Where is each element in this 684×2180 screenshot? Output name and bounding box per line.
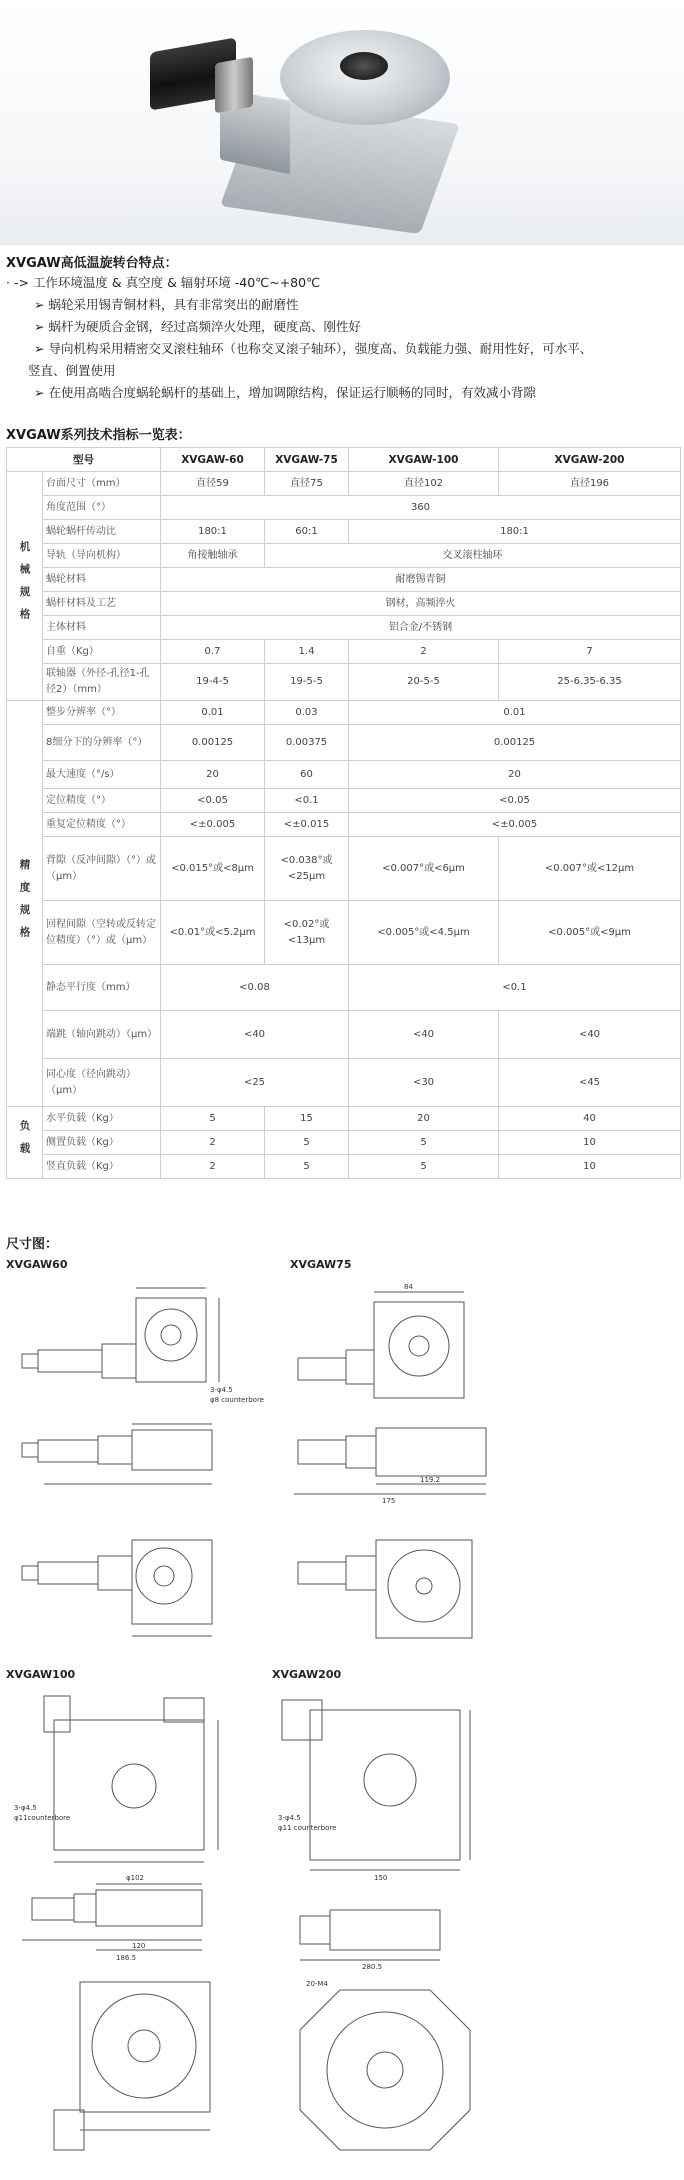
row-label: 8细分下的分辨率（°） — [43, 725, 161, 761]
row-label: 侧置负载（Kg） — [43, 1131, 161, 1155]
row-label: 重复定位精度（°） — [43, 813, 161, 837]
cell: 0.01 — [349, 701, 681, 725]
cell: 20-5-5 — [349, 664, 499, 701]
drawing-60 — [14, 1280, 264, 1650]
cell: <0.1 — [265, 789, 349, 813]
cell: <0.01°或<5.2μm — [161, 901, 265, 965]
model-title-200: XVGAW200 — [272, 1668, 342, 1681]
cell: 180:1 — [161, 520, 265, 544]
cell: 10 — [499, 1131, 681, 1155]
header-75: XVGAW-75 — [265, 448, 349, 472]
row-label: 联轴器（外径-孔径1-孔径2）（mm） — [43, 664, 161, 701]
cell: 40 — [499, 1107, 681, 1131]
cell: 2 — [161, 1155, 265, 1179]
cell: 20 — [349, 761, 681, 789]
cell: <0.1 — [349, 965, 681, 1011]
model-title-100: XVGAW100 — [6, 1668, 76, 1681]
cell: 直径102 — [349, 472, 499, 496]
row-label: 蜗杆材料及工艺 — [43, 592, 161, 616]
feature-item: ➢ 蜗轮采用锡青铜材料，具有非常突出的耐磨性 — [34, 297, 299, 312]
note-w-100: 120 — [132, 1942, 146, 1950]
cell: <0.015°或<8μm — [161, 837, 265, 901]
cell: <0.05 — [349, 789, 681, 813]
cell: 直径75 — [265, 472, 349, 496]
cell: 0.00125 — [349, 725, 681, 761]
drawing-75 — [286, 1280, 496, 1650]
cell: 5 — [349, 1155, 499, 1179]
row-label: 蜗轮材料 — [43, 568, 161, 592]
cell: <0.02°或<13μm — [265, 901, 349, 965]
row-label: 蜗轮蜗杆传动比 — [43, 520, 161, 544]
cell: <40 — [161, 1011, 349, 1059]
row-label: 导轨（导向机构） — [43, 544, 161, 568]
row-label: 竖直负载（Kg） — [43, 1155, 161, 1179]
note-hole-100: 3-φ4.5 — [14, 1804, 37, 1812]
cell: 5 — [265, 1155, 349, 1179]
product-photo — [0, 0, 684, 245]
note-w-200: 150 — [374, 1874, 388, 1882]
cell: 0.03 — [265, 701, 349, 725]
category-load: 负载 — [7, 1107, 43, 1179]
features-list — [6, 272, 676, 404]
drawing-200 — [270, 1690, 480, 2170]
cell: 2 — [349, 640, 499, 664]
row-label: 主体材料 — [43, 616, 161, 640]
note-cb-200: φ11 counterbore — [278, 1824, 337, 1832]
cell: 15 — [265, 1107, 349, 1131]
header-200: XVGAW-200 — [499, 448, 681, 472]
note-hole-60: 3-φ4.5 — [210, 1386, 233, 1394]
cell: 19-5-5 — [265, 664, 349, 701]
feature-item: 竖直、倒置使用 — [28, 363, 116, 378]
cell: 20 — [161, 761, 265, 789]
spec-title: XVGAW系列技术指标一览表： — [6, 428, 191, 443]
note-len-200: 280.5 — [362, 1963, 383, 1971]
row-label: 同心度（径向跳动）（μm） — [43, 1059, 161, 1107]
note-total-75: 175 — [382, 1497, 396, 1505]
cell: 角接触轴承 — [161, 544, 265, 568]
cell: 直径196 — [499, 472, 681, 496]
header-100: XVGAW-100 — [349, 448, 499, 472]
note-cb-100: φ11counterbore — [14, 1814, 71, 1822]
feature-item: ➢ 蜗杆为硬质合金钢，经过高频淬火处理，硬度高、刚性好 — [34, 319, 361, 334]
cell: 0.01 — [161, 701, 265, 725]
cell: <0.038°或<25μm — [265, 837, 349, 901]
cell: 铝合金/不锈钢 — [161, 616, 681, 640]
cell: 180:1 — [349, 520, 681, 544]
note-hole-200: 3-φ4.5 — [278, 1814, 301, 1822]
cell: 25-6.35-6.35 — [499, 664, 681, 701]
cell: <0.005°或<9μm — [499, 901, 681, 965]
center-hole — [340, 52, 388, 80]
motor-coupler — [215, 57, 253, 114]
cell: 直径59 — [161, 472, 265, 496]
row-label: 台面尺寸（mm） — [43, 472, 161, 496]
model-title-75: XVGAW75 — [290, 1258, 352, 1271]
cell: 5 — [349, 1131, 499, 1155]
cell: 耐磨锡青铜 — [161, 568, 681, 592]
cell: <25 — [161, 1059, 349, 1107]
cell: 5 — [161, 1107, 265, 1131]
row-label: 端跳（轴向跳动）（μm） — [43, 1011, 161, 1059]
cell: <±0.005 — [349, 813, 681, 837]
spec-table — [6, 447, 681, 1179]
feature-item: ➢ 导向机构采用精密交叉滚柱轴环（也称交叉滚子轴环），强度高、负载能力强、耐用性好，可水平、 — [34, 341, 593, 356]
category-mech: 机械规格 — [7, 472, 43, 701]
note-w-75: 84 — [404, 1283, 413, 1291]
cell: <±0.015 — [265, 813, 349, 837]
cell: 20 — [349, 1107, 499, 1131]
cell: <0.007°或<6μm — [349, 837, 499, 901]
row-label: 回程间隙（空转或反转定位精度）（°）或（μm） — [43, 901, 161, 965]
cell: 1.4 — [265, 640, 349, 664]
cell: <30 — [349, 1059, 499, 1107]
features-title: XVGAW高低温旋转台特点： — [6, 256, 178, 271]
cell: 交叉滚柱轴环 — [265, 544, 681, 568]
cell: 钢材，高频淬火 — [161, 592, 681, 616]
cell: 0.00125 — [161, 725, 265, 761]
row-label: 整步分辨率（°） — [43, 701, 161, 725]
cell: 19-4-5 — [161, 664, 265, 701]
cell: <0.005°或<4.5μm — [349, 901, 499, 965]
row-label: 静态平行度（mm） — [43, 965, 161, 1011]
row-label: 背隙（反冲间隙）（°）或（μm） — [43, 837, 161, 901]
cell: <±0.005 — [161, 813, 265, 837]
cell: 60 — [265, 761, 349, 789]
cell: 0.7 — [161, 640, 265, 664]
row-label: 定位精度（°） — [43, 789, 161, 813]
row-label: 角度范围（°） — [43, 496, 161, 520]
cell: <0.05 — [161, 789, 265, 813]
note-len-100: 186.5 — [116, 1954, 137, 1962]
cell: 5 — [265, 1131, 349, 1155]
cell: 360 — [161, 496, 681, 520]
note-m-200: 20-M4 — [306, 1980, 328, 1988]
feature-item: ➢ 在使用高啮合度蜗轮蜗杆的基础上，增加调隙结构，保证运行顺畅的同时，有效减小背隙 — [34, 385, 536, 400]
category-prec: 精度规格 — [7, 701, 43, 1107]
note-cb-60: φ8 counterbore — [210, 1396, 264, 1404]
feature-item: · -> 工作环境温度 & 真空度 & 辐射环境 -40℃~+80℃ — [6, 275, 321, 290]
drawing-100 — [14, 1690, 244, 2170]
cell: <0.08 — [161, 965, 349, 1011]
note-dia-100: φ102 — [126, 1874, 144, 1882]
cell: <40 — [499, 1011, 681, 1059]
header-60: XVGAW-60 — [161, 448, 265, 472]
cell: <45 — [499, 1059, 681, 1107]
row-label: 最大速度（°/s） — [43, 761, 161, 789]
cell: 7 — [499, 640, 681, 664]
row-label: 自重（Kg） — [43, 640, 161, 664]
cell: 2 — [161, 1131, 265, 1155]
cell: 60:1 — [265, 520, 349, 544]
cell: <0.007°或<12μm — [499, 837, 681, 901]
header-model: 型号 — [7, 448, 161, 472]
cell: 0.00375 — [265, 725, 349, 761]
dimensions-title: 尺寸图： — [6, 1237, 59, 1252]
note-len-75: 119.2 — [420, 1476, 441, 1484]
model-title-60: XVGAW60 — [6, 1258, 68, 1271]
row-label: 水平负载（Kg） — [43, 1107, 161, 1131]
cell: 10 — [499, 1155, 681, 1179]
cell: <40 — [349, 1011, 499, 1059]
